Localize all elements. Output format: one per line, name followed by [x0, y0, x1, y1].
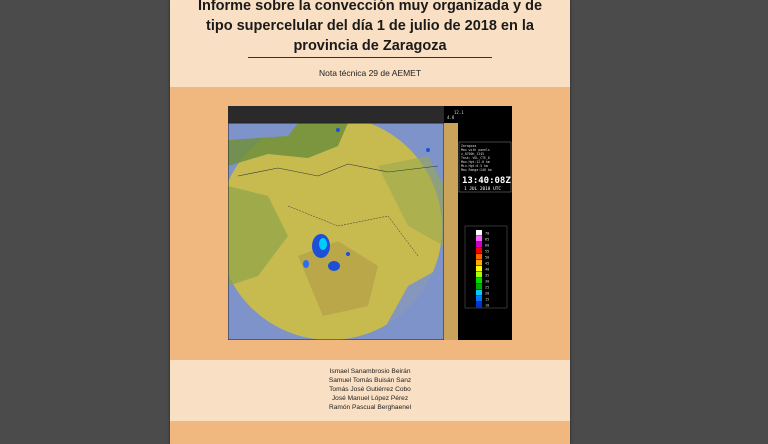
scale-swatch-40 [476, 266, 482, 272]
author-1: Ismael Sanambrosio Beirán [329, 368, 411, 375]
echo-cell-5 [426, 148, 430, 152]
author-5: Ramón Pascual Berghaenel [328, 403, 412, 411]
bottom-band [170, 421, 570, 444]
echo-cell-1-core [319, 238, 327, 250]
scale-label-35: 35 [485, 273, 490, 278]
info-line-2: Max with panels [461, 148, 490, 152]
scale-swatch-70 [476, 230, 482, 236]
scale-label-10: 10 [485, 303, 490, 308]
document-cover-page [170, 0, 570, 444]
scale-label-65: 65 [485, 237, 490, 242]
info-line-3: z_0700h_1345 [461, 152, 485, 156]
radar-date: 1 JUL 2018 UTC [464, 187, 502, 192]
title-line-2: tipo supercelular del día 1 de julio de 2018 en la [206, 18, 534, 34]
scale-swatch-25 [476, 284, 482, 290]
title-line-1: Informe sobre la convección muy organizada y de [197, 0, 543, 14]
info-line-6: Min.Hgt:0.5 km [461, 164, 488, 168]
corner-label-2: 4.8 [447, 115, 455, 120]
scale-swatch-45 [476, 260, 482, 266]
scale-swatch-15 [476, 296, 482, 302]
scale-swatch-35 [476, 272, 482, 278]
scale-swatch-10 [476, 302, 482, 308]
scale-swatch-55 [476, 248, 482, 254]
radar-image [228, 106, 512, 340]
scale-swatch-30 [476, 278, 482, 284]
scale-label-20: 20 [485, 291, 490, 296]
info-line-4: Task: VOL_CTE_D [461, 156, 490, 160]
author-list [170, 368, 570, 413]
scale-swatch-65 [476, 236, 482, 242]
scale-swatch-50 [476, 254, 482, 260]
title-line-3: provincia de Zaragoza [293, 38, 447, 54]
info-line-7: Max Range:240 km [461, 168, 492, 172]
echo-cell-4 [346, 252, 350, 256]
scale-label-25: 25 [485, 285, 490, 290]
scale-label-15: 15 [485, 297, 490, 302]
scale-label-55: 55 [485, 249, 490, 254]
scale-label-40: 40 [485, 267, 490, 272]
scale-swatch-20 [476, 290, 482, 296]
info-line-5: Max.Hgt:12.0 km [461, 160, 490, 164]
author-4: José Manuel López Pérez [331, 394, 409, 402]
echo-cell-3 [303, 260, 309, 268]
scale-swatch-60 [476, 242, 482, 248]
echo-cell-2 [328, 261, 340, 271]
title-divider [248, 57, 492, 58]
radar-top-strip [228, 106, 444, 123]
author-2: Samuel Tomás Buisán Sanz [328, 376, 412, 384]
side-strip [444, 123, 458, 340]
document-subtitle: Nota técnica 29 de AEMET [318, 68, 422, 78]
scale-label-50: 50 [485, 255, 490, 260]
info-line-1: Zaragoza [461, 144, 477, 148]
scale-label-30: 30 [485, 279, 490, 284]
radar-time: 13:40:08Z [462, 176, 511, 186]
document-title [170, 0, 570, 56]
scale-label-70: 70 [485, 231, 490, 236]
scale-label-45: 45 [485, 261, 490, 266]
echo-cell-6 [336, 128, 340, 132]
corner-label-1: 12.1 [454, 110, 464, 115]
scale-label-60: 60 [485, 243, 490, 248]
author-3: Tomás José Gutiérrez Cobo [329, 385, 411, 393]
